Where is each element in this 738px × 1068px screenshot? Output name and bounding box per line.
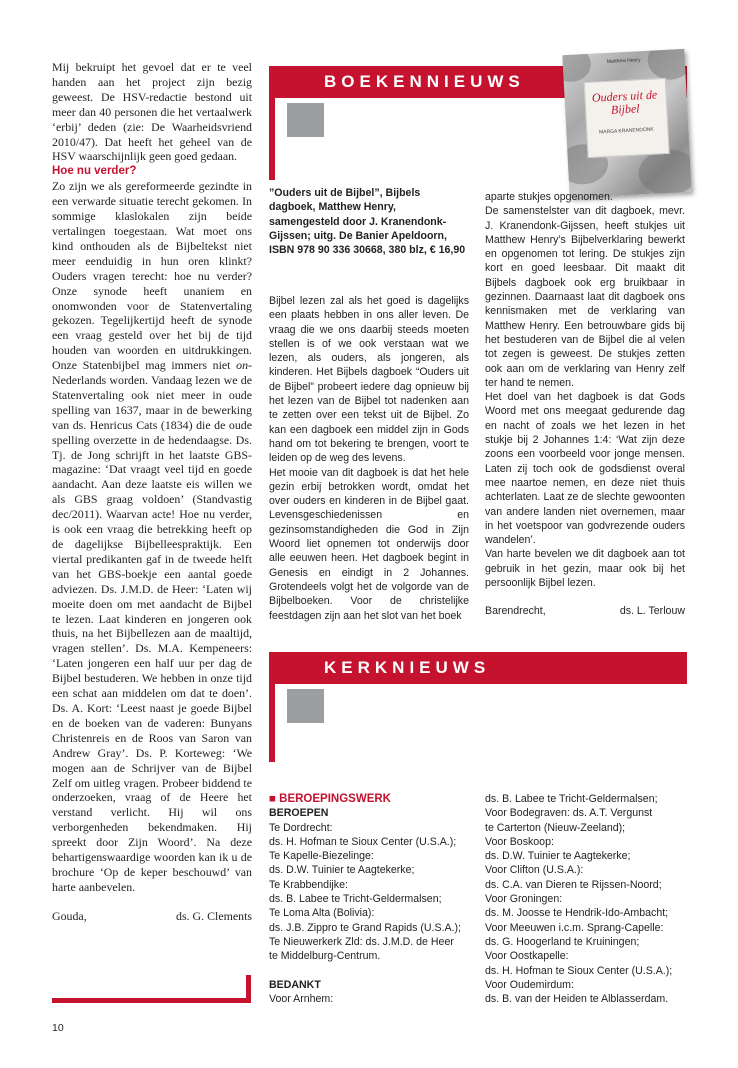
review-right-column (485, 190, 685, 619)
kerk-grey-square (287, 689, 324, 723)
bedankt-line: Voor Oudemirdum: (485, 978, 574, 991)
beroepen-line: te Middelburg-Centrum. (269, 950, 381, 963)
bedankt-line: Voor Arnhem: (269, 992, 334, 1005)
bedankt-line: ds. C.A. van Dieren te Rijssen-Noord; (485, 878, 662, 891)
review-middle-column (269, 294, 469, 623)
boeken-grey-square (287, 103, 324, 137)
signature (52, 909, 252, 924)
review-signature-name: ds. L. Terlouw (619, 605, 685, 618)
book-cover-title: Ouders uit de Bijbel (591, 87, 658, 117)
intro-paragraph: Mij bekruipt het gevoel dat er te veel handen aan het project zijn bezig geweest. De HSV-redactie bestond uit meer dan 40 personen die het vertaalwerk ‘erbij’ deden (zie: De Waarheidsvriend 2010/47). Dat heeft het geheel van de HSV waarschijnlijk geen goed gedaan. (52, 60, 252, 164)
beroepen-line: ds. H. Hofman te Sioux Center (U.S.A.); (269, 835, 457, 848)
beroepen-line: ds. B. Labee te Tricht-Geldermalsen; (269, 893, 442, 906)
signature-place: Gouda, (52, 908, 87, 923)
bedankt-line: Voor Boskoop: (485, 835, 554, 848)
kerk-banner-title: KERKNIEUWS (324, 658, 491, 677)
bedankt-line: Voor Groningen: (485, 893, 563, 906)
review-paragraph: De samenstelster van dit dagboek, mevr. J. Kranendonk-Gijssen, heeft stukjes uit Matthew Henry’s Bijbelverklaring bewerkt en opgenomen tot lering. De stukjes zijn kort en goed leesbaar. Dit maakt dit Bijbels dagboek ook erg bruikbaar in gezinnen. Daarnaast laat dit dagboek ons kennismaken met de verklaring van Matthew Henry. Een betrouwbare gids bij het bestuderen van de Bijbel die al velen tot zegen is geweest. De stukjes zetten ook aan om de verklaring van Henry zelf ter hand te nemen. (485, 205, 685, 389)
beroepen-line: Te Nieuwerkerk Zld: ds. J.M.D. de Heer (269, 935, 454, 948)
section-heading: Hoe nu verder? (52, 165, 137, 178)
beroepingswerk-label: BEROEPINGSWERK (279, 793, 391, 805)
beroepen-line: Te Kapelle-Biezelinge: (269, 850, 374, 863)
bedankt-line: Voor Oostkapelle: (485, 950, 569, 963)
review-paragraph: Het mooie van dit dagboek is dat het hele gezin erbij betrokken wordt, omdat het over ouders en kinderen in de Bijbel gaat. Levensgeschiedenissen en gezinsomstandigheden die God in Zijn Woord liet opnemen tot onderwijs door alle eeuwen heen. Het dagboek begint in Genesis en eindigt in 2 Johannes. Grotendeels volgt het de volgorde van de Bijbelboeken. Voor de christelijke feestdagen zijn aan het slot van het boek (269, 466, 469, 622)
body-paragraph (52, 179, 252, 895)
body-text-2: -Nederlands worden. Vandaag lezen we de Statenvertaling ook niet meer in oude spelling van 1637, maar in de bewerking van ds. Henricus Cats (1834) die de oude spelling overzette in de hedendaagse. Ds. Tj. de Jong schrijft in het laatste GBS-magazine: ‘Dat vraagt veel tijd en goede aandacht. Aan deze laatste eis willen we als GBS graag voldoen’ (Standvastig dec/2011). Waarvan acte! Hoe nu verder, is ook een vraag die betrekking heeft op de dagelijkse Bijbelleespraktijk. Een viertal predikanten gaf in de tweede helft van het GBS-boekje een aantal goede adviezen. Ds. J.M.D. de Heer: ‘Laten wij moeite doen om met aandacht de Bijbel te lezen. Laat kinderen en jongeren ook thuis, na het Bijbellezen aan de maaltijd, vragen stellen’. Ds. M.A. Kempeneers: ‘Laten jongeren een half uur per dag de Bijbel bestuderen. We hebben in onze tijd een schat aan middelen om dat te doen’. Ds. A. Kort: ‘Leest naast je goede Bijbel en de boeken van de vaderen: Bunyans Christenreis en de Roos van Saron van Andrew Gray’. Ds. P. Korteweg: ‘We mogen aan de Schrijver van de Bijbel Zelf om uitleg vragen. Probeer biddend te onderzoeken, vraag of de Heere het verstand verlicht. Hij wil ons verborgenheden bekendmaken. Hij spreekt door Zijn Woord’. Na deze behartigenswaardige woorden kan ik u de brochure ‘Op de keper beschouwd’ van harte aanbevelen. (52, 358, 252, 894)
beroepen-heading: BEROEPEN (269, 807, 329, 820)
review-paragraph: Van harte bevelen we dit dagboek aan tot gebruik in het gezin, maar ook bij het persoonlijk Bijbel lezen. (485, 548, 685, 590)
beroepen-line: Te Dordrecht: (269, 821, 333, 834)
book-details: ”Ouders uit de Bijbel”, Bijbels dagboek, Matthew Henry, samengesteld door J. Kranendonk-Gijssen; uitg. De Banier Apeldoorn, ISBN 978 90 336 30668, 380 blz, € 16,90 (269, 187, 466, 257)
bedankt-line: ds. D.W. Tuinier te Aagtekerke; (485, 850, 631, 863)
page-number: 10 (52, 1022, 64, 1034)
book-cover-image (562, 49, 691, 198)
body-italic: on (236, 358, 249, 373)
beroepen-line: Te Loma Alta (Bolivia): (269, 907, 375, 920)
kerk-middle-column (269, 792, 469, 1006)
book-cover-author: MARGA KRANENDONK (598, 126, 654, 136)
bedankt-line: ds. H. Hofman te Sioux Center (U.S.A.); (485, 964, 673, 977)
review-signature-place: Barendrecht, (485, 605, 546, 618)
review-paragraph: Het doel van het dagboek is dat Gods Woord met ons meegaat gedurende dag en nacht of zoals we het lezen in het stukje bij 2 Johannes 1:4: ‘Wat zijn deze zoons een voorbeeld voor jonge mensen. Laten zij toch ook de godsdienst overal mee naartoe nemen, en deze niet thuis achterlaten. Laat ze de slechte gewoonten van andere landen niet overnemen, maar in het voetspoor van godvrezende ouders wandelen’. (485, 391, 685, 547)
review-paragraph: Bijbel lezen zal als het goed is dagelijks een plaats hebben in ons aller leven. De vraag die we ons daarbij steeds moeten stellen is of we ook verstaan wat we lezen, als ouders, als jongeren, als kinderen. Het Bijbels dagboek “Ouders uit de Bijbel” probeert iedere dag opnieuw bij het lezen van de Bijbel tot nadenken aan te zetten over een tekst uit de Bijbel. Zo kan een dagboek een middel zijn in Gods hand om tot bekering te brengen, voort te leiden op de weg des levens. (269, 295, 469, 465)
bedankt-heading: BEDANKT (269, 978, 321, 991)
body-text-1: Zo zijn we als gereformeerde gezindte in een verwarde situatie terecht gekomen. In sommige klaslokalen zijn beide vertalingen toegestaan. Wat moet ons kind onthouden als de Bijbeltekst niet meer eenduidig in hun oren klinkt? Ouders vragen terecht: hoe nu verder? Onze synode heeft unaniem en onomwonden voor de Statenvertaling gekozen. Tegelijkertijd heeft de synode een vraag gesteld over het bij de tijd houden van woorden en uitdrukkingen. Onze Statenbijbel mag immers niet (52, 179, 252, 373)
left-frame-side (246, 975, 251, 1003)
beroepen-line: ds. D.W. Tuinier te Aagtekerke; (269, 864, 415, 877)
book-cover-series: Matthew Henry (606, 57, 641, 65)
review-paragraph: aparte stukjes opgenomen. (485, 191, 613, 203)
bedankt-line: Voor Meeuwen i.c.m. Sprang-Capelle: (485, 921, 664, 934)
bedankt-line: ds. B. van der Heiden te Alblasserdam. (485, 993, 669, 1006)
cover-leaf-3 (647, 49, 692, 81)
beroepen-line: ds. J.B. Zippro te Grand Rapids (U.S.A.); (269, 921, 461, 934)
kerk-right-column (485, 792, 695, 1006)
boeken-banner-title: BOEKENNIEUWS (324, 72, 525, 91)
left-frame-top (52, 998, 251, 1003)
bedankt-line: te Carterton (Nieuw-Zeeland); (485, 821, 626, 834)
square-bullet-icon: ■ (269, 793, 276, 805)
bedankt-line: ds. B. Labee te Tricht-Geldermalsen; (485, 793, 658, 805)
review-signature (485, 604, 685, 618)
left-column (52, 60, 252, 924)
signature-name: ds. G. Clements (176, 908, 252, 923)
beroepen-line: Te Krabbendijke: (269, 878, 348, 891)
beroepingswerk-heading (269, 792, 469, 806)
bedankt-line: Voor Bodegraven: ds. A.T. Vergunst (485, 807, 653, 820)
bedankt-line: Voor Clifton (U.S.A.): (485, 864, 584, 877)
bedankt-line: ds. G. Hoogerland te Kruiningen; (485, 935, 640, 948)
bedankt-line: ds. M. Joosse te Hendrik-Ido-Ambacht; (485, 907, 669, 920)
